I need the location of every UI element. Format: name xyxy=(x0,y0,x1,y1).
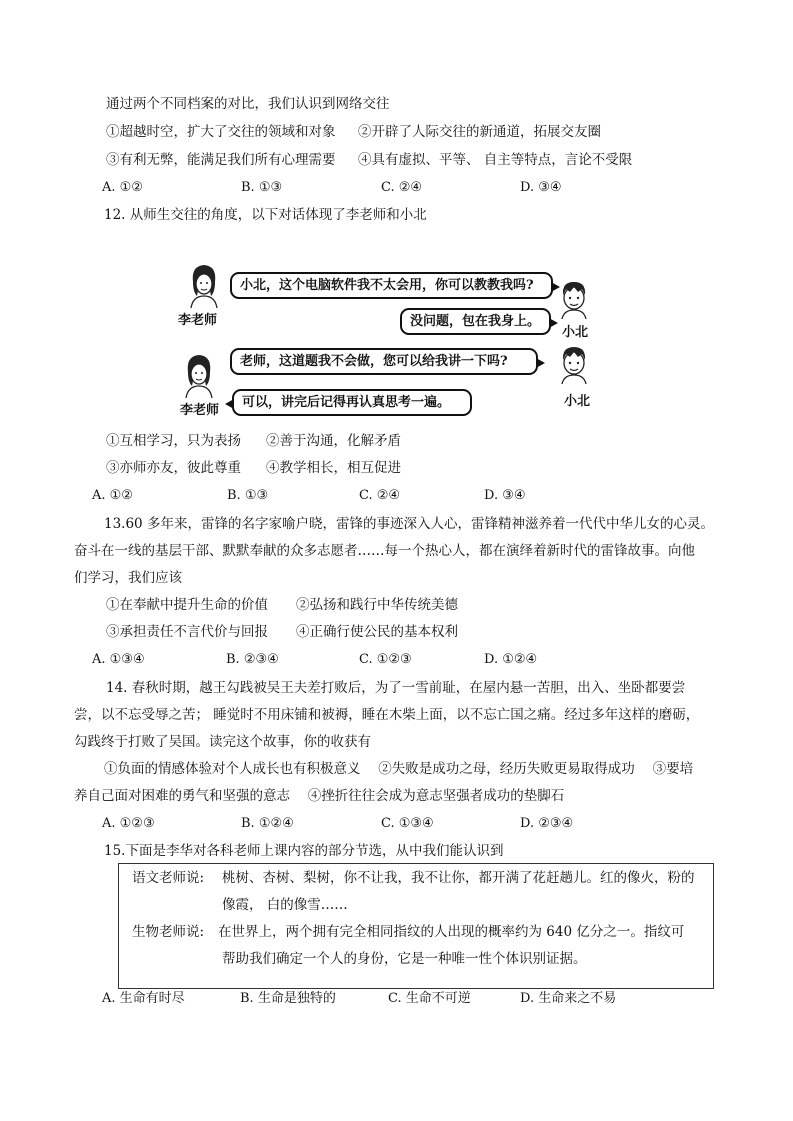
chinese-teacher-quote-line-1: 桃树、杏树、梨树，你不让我，我不让你，都开满了花赶趟儿。红的像火，粉的 xyxy=(222,870,695,886)
teacher-name-label-1: 李老师 xyxy=(178,313,218,328)
q12-statement-3: ③亦师亦友，彼此尊重 xyxy=(106,460,241,476)
speech-bubble-1 xyxy=(230,272,553,299)
q11-statement-2: ②开辟了人际交往的新通道，拓展交友圈 xyxy=(358,124,601,140)
student-figure-icon xyxy=(558,279,590,319)
q13-option-b[interactable]: B. ②③④ xyxy=(226,652,279,667)
q14-stem-line-3: 勾践终于打败了吴国。读完这个故事，你的收获有 xyxy=(74,734,371,750)
q11-option-a[interactable]: A. ①② xyxy=(102,180,143,195)
chinese-teacher-quote-line-2: 像霞， 白的像雪…… xyxy=(222,897,348,913)
q12-option-b[interactable]: B. ①③ xyxy=(227,488,269,503)
speech-bubble-3 xyxy=(230,348,538,375)
q14-statements-line-1: ①负面的情感体验对个人成长也有积极意义 ②失败是成功之母，经历失败更易取得成功 ③要培 xyxy=(104,761,694,777)
q12-statement-1: ①互相学习，只为表扬 xyxy=(106,433,241,449)
q13-statement-3: ③承担责任不言代价与回报 xyxy=(106,624,268,640)
speech-bubble-4-text: 可以，讲完后记得再认真思考一遍。 xyxy=(242,395,451,410)
speech-bubble-2-text: 没问题，包在我身上。 xyxy=(410,314,541,329)
q12-option-d[interactable]: D. ③④ xyxy=(484,488,526,503)
q12-statement-2: ②善于沟通，化解矛盾 xyxy=(266,433,401,449)
q14-stem-line-2: 尝，以不忘受辱之苦； 睡觉时不用床铺和被褥，睡在木柴上面，以不忘亡国之痛。经过多年这样的磨砺， xyxy=(74,707,700,723)
student-name-label-2: 小北 xyxy=(564,394,591,409)
teacher-figure-icon xyxy=(187,262,221,308)
q13-statement-1: ①在奉献中提升生命的价值 xyxy=(106,597,268,613)
q11-statement-4: ④具有虚拟、平等、 自主等特点，言论不受限 xyxy=(358,152,633,168)
student-figure-icon-2 xyxy=(558,344,590,384)
biology-teacher-quote-line-1: 在世界上，两个拥有完全相同指纹的人出现的概率约为 640 亿分之一。指纹可 xyxy=(218,924,685,940)
q11-option-d[interactable]: D. ③④ xyxy=(520,180,562,195)
student-name-label-1: 小北 xyxy=(562,325,589,340)
speech-bubble-3-text: 老师，这道题我不会做，您可以给我讲一下吗? xyxy=(240,354,508,369)
q14-stem-line-1: 14. 春秋时期，越王勾践被吴王夫差打败后，为了一雪前耻，在屋内悬一苦胆，出入、坐卧都要尝 xyxy=(106,680,686,696)
q13-stem-line-1: 13.60 多年来，雷锋的名字家喻户晓，雷锋的事迹深入人心，雷锋精神滋养着一代代中华儿女的心灵。 xyxy=(104,516,714,532)
q13-option-d[interactable]: D. ①②④ xyxy=(484,652,538,667)
q13-stem-line-3: 们学习，我们应该 xyxy=(74,570,182,586)
q14-option-b[interactable]: B. ①②④ xyxy=(241,816,294,831)
q11-stem: 通过两个不同档案的对比，我们认识到网络交往 xyxy=(106,96,390,112)
speech-bubble-1-text: 小北，这个电脑软件我不太会用，你可以教教我吗? xyxy=(240,278,534,293)
speech-bubble-2 xyxy=(400,308,551,335)
biology-teacher-label: 生物老师说: xyxy=(132,924,205,940)
q12-option-a[interactable]: A. ①② xyxy=(92,488,133,503)
q15-option-c[interactable]: C. 生命不可逆 xyxy=(388,991,471,1006)
q15-option-a[interactable]: A. 生命有时尽 xyxy=(102,991,185,1006)
q13-option-a[interactable]: A. ①③④ xyxy=(92,652,145,667)
biology-teacher-quote-line-2: 帮助我们确定一个人的身份，它是一种唯一性个体识别证据。 xyxy=(222,951,587,967)
teacher-figure-icon-2 xyxy=(182,352,216,398)
q14-option-d[interactable]: D. ②③④ xyxy=(520,816,574,831)
q13-stem-line-2: 奋斗在一线的基层干部、默默奉献的众多志愿者……每一个热心人，都在演绎着新时代的雷锋故事。向他 xyxy=(74,543,695,559)
q14-option-a[interactable]: A. ①②③ xyxy=(102,816,155,831)
q12-statement-4: ④教学相长，相互促进 xyxy=(266,460,401,476)
q12-stem: 12. 从师生交往的角度，以下对话体现了李老师和小北 xyxy=(104,207,427,223)
q13-option-c[interactable]: C. ①②③ xyxy=(359,652,412,667)
chinese-teacher-label: 语文老师说: xyxy=(132,870,205,886)
q15-stem: 15.下面是李华对各科老师上课内容的部分节选，从中我们能认识到 xyxy=(104,843,504,859)
speech-bubble-4 xyxy=(232,389,472,416)
q14-option-c[interactable]: C. ①③④ xyxy=(381,816,434,831)
teacher-name-label-2: 李老师 xyxy=(180,403,220,418)
q13-statement-2: ②弘扬和践行中华传统美德 xyxy=(296,597,458,613)
q11-statement-3: ③有利无弊，能满足我们所有心理需要 xyxy=(106,152,336,168)
q12-option-c[interactable]: C. ②④ xyxy=(359,488,401,503)
q11-statement-1: ①超越时空，扩大了交往的领域和对象 xyxy=(106,124,336,140)
q14-statements-line-2: 养自己面对困难的勇气和坚强的意志 ④挫折往往会成为意志坚强者成功的垫脚石 xyxy=(74,788,565,804)
q15-option-d[interactable]: D. 生命来之不易 xyxy=(520,991,617,1006)
q11-option-c[interactable]: C. ②④ xyxy=(381,180,423,195)
q13-statement-4: ④正确行使公民的基本权利 xyxy=(296,624,458,640)
q11-option-b[interactable]: B. ①③ xyxy=(241,180,283,195)
q15-option-b[interactable]: B. 生命是独特的 xyxy=(240,991,336,1006)
